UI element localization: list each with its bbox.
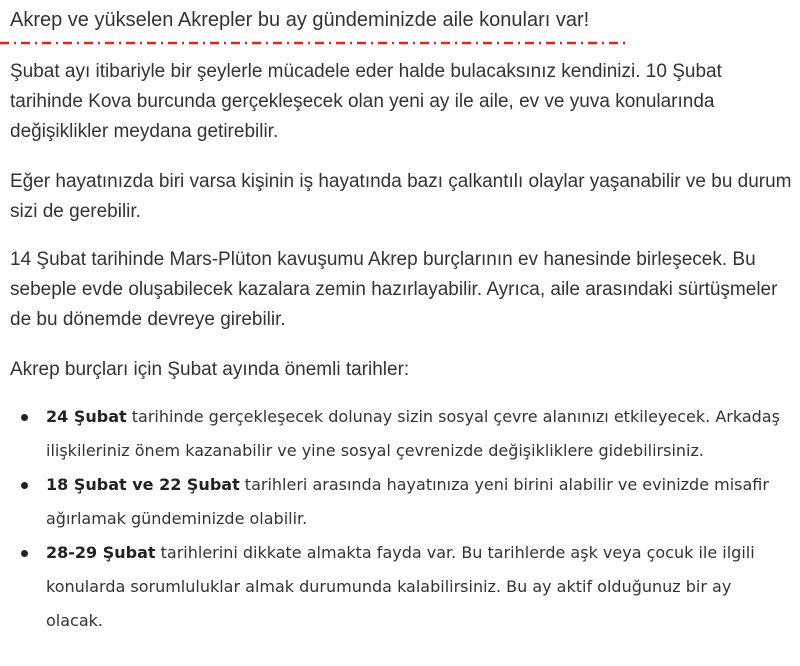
date-description: tarihinde gerçekleşecek dolunay sizin sosyal çevre alanınızı etkileyecek. Arkadaş ilişkileriniz önem kazanabilir ve yine sosyal çevrenizde değişikliklere gidebilirsiniz. — [46, 407, 780, 460]
bullet-icon — [21, 482, 28, 489]
paragraph-intro: Şubat ayı itibariyle bir şeylerle mücadele eder halde bulacaksınız kendinizi. 10 Şubat tarihinde Kova burcunda gerçekleşecek olan yeni ay ile aile, ev ve yuva konularında değişiklikler meydana getirebilir. — [10, 61, 722, 142]
date-label: 18 Şubat ve 22 Şubat — [46, 475, 240, 494]
heading-dashed-underline — [0, 40, 628, 46]
bullet-icon — [21, 550, 28, 557]
bullet-icon — [21, 414, 28, 421]
paragraph-mars-pluto: 14 Şubat tarihinde Mars-Plüton kavuşumu Akrep burçlarının ev hanesinde birleşecek. Bu sebeple evde oluşabilecek kazalara zemin hazırlayabilir. Ayrıca, aile arasındaki sürtüşmeler de bu dönemde devreye girebilir. — [10, 249, 778, 330]
paragraph-dates-intro: Akrep burçları için Şubat ayında önemli tarihler: — [10, 359, 410, 380]
date-label: 24 Şubat — [46, 407, 127, 426]
date-description: tarihlerini dikkate almakta fayda var. Bu tarihlerde aşk veya çocuk ile ilgili konularda sorumluluklar almak durumunda kalabilirsiniz. Bu ay aktif olduğunuz bir ay olacak. — [46, 543, 755, 630]
important-dates-list — [0, 400, 800, 638]
list-item — [0, 536, 800, 638]
article-heading: Akrep ve yükselen Akrepler bu ay gündeminizde aile konuları var! — [10, 9, 590, 31]
date-description: tarihleri arasında hayatınıza yeni birini alabilir ve evinizde misafir ağırlamak gündeminizde olabilir. — [46, 475, 769, 528]
date-label: 28-29 Şubat — [46, 543, 156, 562]
list-item — [0, 468, 800, 536]
list-item — [0, 400, 800, 468]
paragraph-relationship: Eğer hayatınızda biri varsa kişinin iş hayatında bazı çalkantılı olaylar yaşanabilir ve bu durum sizi de gerebilir. — [10, 171, 792, 222]
